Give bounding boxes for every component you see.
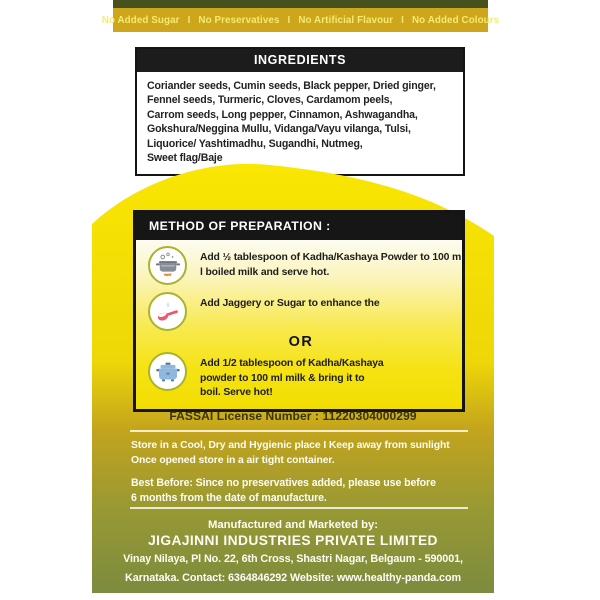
method-step-1-text: Add ½ tablespoon of Kadha/Kashaya Powder to 100 m l boiled milk and serve hot. xyxy=(200,252,462,278)
method-steps xyxy=(136,240,462,409)
ingredients-line: Coriander seeds, Cumin seeds, Black pepper, Dried ginger, xyxy=(147,80,436,92)
pressure-cooker-icon xyxy=(148,352,187,391)
method-step-2 xyxy=(148,292,454,331)
method-title: METHOD OF PREPARATION : xyxy=(136,213,462,240)
manufacturer-address-line: Vinay Nilaya, Pl No. 22, 6th Cross, Shastri Nagar, Belgaum - 590001, xyxy=(123,553,463,565)
manufacturer-name: JIGAJINNI INDUSTRIES PRIVATE LIMITED xyxy=(148,533,438,548)
ingredients-line: Carrom seeds, Long pepper, Cinnamon, Ashwagandha, xyxy=(147,108,418,121)
method-step-3-text: Add 1/2 tablespoon of Kadha/Kashaya powder to 100 ml milk & bring it to boil. Serve hot! xyxy=(200,358,384,399)
ingredients-line: Sweet flag/Baje xyxy=(147,152,223,165)
claim-separator: I xyxy=(401,14,404,26)
claim-no-added-colours: No Added Colours xyxy=(412,14,500,26)
manufacturer-heading: Manufactured and Marketed by: xyxy=(207,519,379,531)
ingredients-line: Fennel seeds, Turmeric, Cloves, Cardamom peels, xyxy=(147,94,393,107)
fssai-license-text: FASSAI License Number : 11220304000299 xyxy=(169,409,417,423)
storage-instructions: Store in a Cool, Dry and Hygienic place I Keep away from sunlight Once opened store in a air tight container. xyxy=(131,440,450,467)
ingredients-line: Gokshura/Neggina Mullu, Vidanga/Vayu vilanga, Tulsi, xyxy=(147,123,411,136)
cooking-pot-icon xyxy=(148,246,187,285)
best-before-text: Best Before: Since no preservatives added, please use before 6 months from the date of manufacture. xyxy=(131,477,436,505)
claim-no-preservatives: No Preservatives xyxy=(198,14,280,26)
method-step-2-text: Add Jaggery or Sugar to enhance the xyxy=(200,298,380,309)
ingredients-box xyxy=(135,47,465,176)
method-of-preparation-box xyxy=(133,210,465,412)
method-step-3 xyxy=(148,352,454,401)
divider-line xyxy=(130,507,468,509)
manufacturer-info xyxy=(92,519,494,586)
ingredients-title: INGREDIENTS xyxy=(137,49,463,72)
claims-banner xyxy=(101,8,500,32)
method-step-1 xyxy=(148,246,462,285)
divider-line xyxy=(130,430,468,432)
claim-no-added-sugar: No Added Sugar xyxy=(101,14,180,26)
sugar-spoon-icon xyxy=(148,292,187,331)
claim-separator: I xyxy=(287,14,291,26)
ingredients-line: Liquorice/ Yashtimadhu, Sugandhi, Nutmeg, xyxy=(147,137,363,150)
manufacturer-address-line: Karnataka. Contact: 6364846292 Website: www.healthy-panda.com xyxy=(125,572,461,585)
claim-separator: I xyxy=(187,14,191,26)
claim-no-artificial-flavour: No Artificial Flavour xyxy=(298,14,394,26)
top-olive-strip xyxy=(113,0,488,8)
ingredients-list xyxy=(137,72,463,174)
or-label: OR xyxy=(288,334,314,350)
